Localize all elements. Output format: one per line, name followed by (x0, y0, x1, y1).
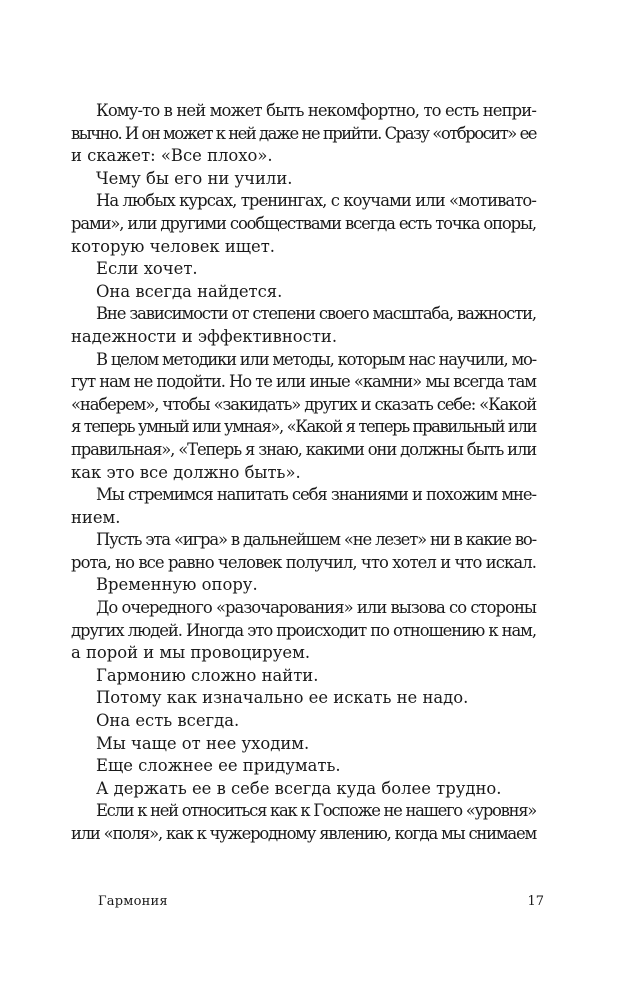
paragraph (72, 778, 536, 801)
running-footer-title: Гармония (98, 894, 168, 909)
text-line: Пусть эта «игра» в дальнейшем «не лезет» ни в какие во- (96, 530, 536, 550)
text-line: До очередного «разочарования» или вызова со стороны (96, 598, 536, 618)
text-line: как это все должно быть». (71, 462, 301, 482)
text-line: вычно. И он может к ней даже не прийти. Сразу «отбросит» ее (71, 123, 536, 143)
text-line: Она есть всегда. (96, 711, 240, 731)
paragraph (72, 100, 536, 168)
text-line: других людей. Иногда это происходит по отношению к нам, (71, 620, 536, 640)
text-line: и скажет: «Все плохо». (71, 146, 273, 166)
paragraph (72, 349, 536, 485)
page-number: 17 (527, 894, 544, 909)
text-line: гут нам не подойти. Но те или иные «камни» мы всегда там (71, 372, 536, 392)
text-line: Мы чаще от нее уходим. (96, 733, 310, 753)
paragraph (72, 755, 536, 778)
text-line: а порой и мы провоцируем. (71, 643, 311, 663)
paragraph (72, 168, 536, 191)
paragraph (72, 665, 536, 688)
text-line: Кому-то в ней может быть некомфортно, то есть непри- (96, 101, 536, 120)
paragraph (72, 597, 536, 665)
text-line: которую человек ищет. (71, 236, 276, 256)
paragraph (72, 258, 536, 281)
text-line: В целом методики или методы, которым нас научили, мо- (96, 349, 536, 369)
text-line: Мы стремимся напитать себя знаниями и похожим мне- (96, 485, 536, 505)
text-line: Если к ней относиться как к Госпоже не нашего «уровня» (96, 801, 536, 821)
paragraph (72, 484, 536, 529)
text-line: надежности и эффективности. (71, 326, 338, 346)
text-line: Еще сложнее ее придумать. (96, 756, 341, 776)
text-line: Временную опору. (96, 575, 258, 595)
text-line: Потому как изначально ее искать не надо. (96, 688, 469, 708)
paragraph (72, 574, 536, 597)
text-line: Гармонию сложно найти. (96, 665, 319, 685)
text-line: Она всегда найдется. (96, 281, 283, 301)
text-line: На любых курсах, тренингах, с коучами или «мотивато- (96, 191, 536, 211)
text-line: Чему бы его ни учили. (96, 168, 293, 188)
text-line: «наберем», чтобы «закидать» других и сказать себе: «Какой (71, 394, 537, 414)
text-line: Если хочет. (96, 259, 198, 279)
text-line: я теперь умный или умная», «Какой я теперь правильный или (71, 417, 536, 437)
paragraph (72, 190, 536, 258)
paragraph (72, 710, 536, 733)
text-line: рота, но все равно человек получил, что хотел и что искал. (71, 552, 536, 572)
paragraph (72, 800, 536, 845)
paragraph (72, 281, 536, 304)
paragraph (72, 529, 536, 574)
page-body (72, 100, 536, 846)
text-line: Вне зависимости от степени своего масштаба, важности, (96, 304, 536, 324)
text-line: нием. (71, 507, 121, 527)
paragraph (72, 303, 536, 348)
text-line: рами», или другими сообществами всегда есть точка опоры, (71, 213, 536, 233)
text-line: или «поля», как к чужеродному явлению, когда мы снимаем (71, 824, 536, 843)
paragraph (72, 733, 536, 756)
text-line: А держать ее в себе всегда куда более трудно. (96, 778, 502, 798)
text-line: правильная», «Теперь я знаю, какими они должны быть или (71, 439, 536, 459)
paragraph (72, 687, 536, 710)
